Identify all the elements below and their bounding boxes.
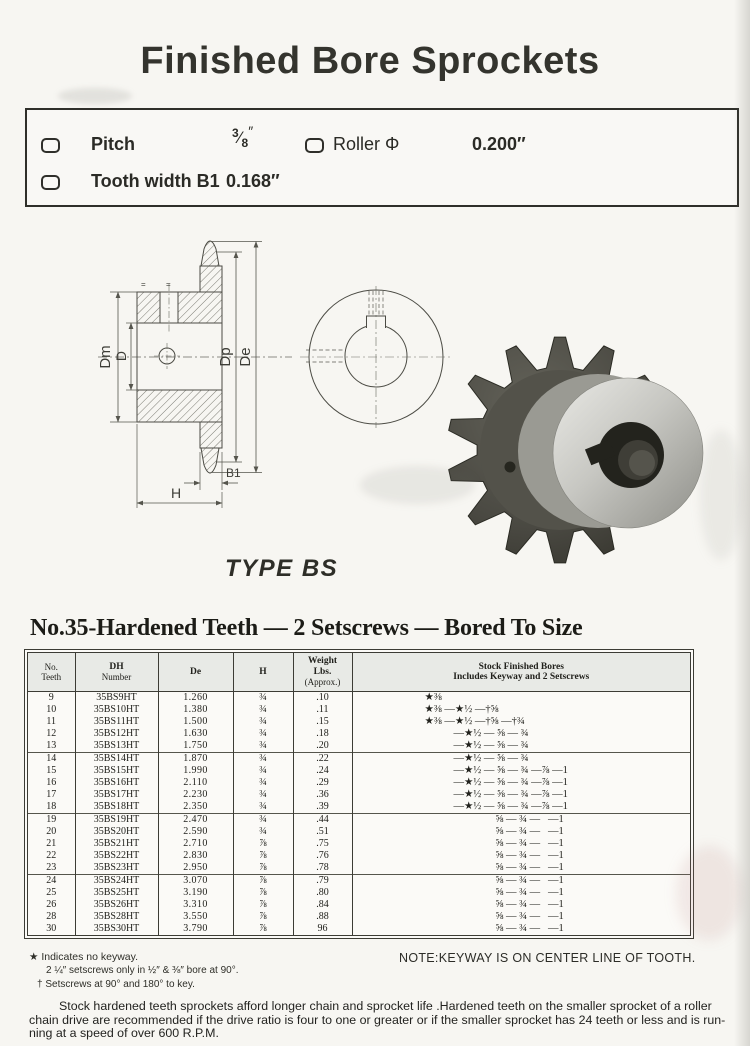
cell-h: ⅞ — [233, 887, 293, 899]
cell-teeth: 22 — [28, 850, 75, 862]
cell-stock-bores: ★⅜ —★½ —†⅝ —†¾ — [424, 716, 525, 727]
cross-section-diagram — [85, 228, 457, 590]
cell-h: ⅞ — [233, 899, 293, 911]
table-row — [28, 838, 690, 850]
cell-h: ⅞ — [233, 838, 293, 850]
cell-h: ¾ — [233, 740, 293, 753]
cell-dh-number: 35BS24HT — [75, 875, 158, 888]
cell-h: ¾ — [233, 801, 293, 814]
cell-de: 3.070 — [158, 875, 233, 888]
cell-de: 3.190 — [158, 887, 233, 899]
cell-dh-number: 35BS9HT — [75, 692, 158, 705]
cell-weight: .76 — [293, 850, 352, 862]
tooth-width-value: 0.168″ — [226, 171, 280, 191]
dim-label-h: H — [170, 485, 182, 501]
cell-weight: .18 — [293, 728, 352, 740]
cell-teeth: 10 — [28, 704, 75, 716]
cell-stock-bores: —★½ — ⅝ — ¾ — [453, 728, 529, 739]
cell-de: 1.630 — [158, 728, 233, 740]
cell-weight: .80 — [293, 887, 352, 899]
cell-de: 1.500 — [158, 716, 233, 728]
cell-dh-number: 35BS28HT — [75, 911, 158, 923]
spec-table-frame — [24, 649, 694, 939]
cell-dh-number: 35BS18HT — [75, 801, 158, 814]
cell-h: ¾ — [233, 777, 293, 789]
table-row — [28, 923, 690, 935]
cell-h: ⅞ — [233, 850, 293, 862]
cell-teeth: 26 — [28, 899, 75, 911]
cell-stock-bores: ★⅜ —★½ —†⅝ — [424, 704, 499, 715]
cell-teeth: 28 — [28, 911, 75, 923]
cell-weight: .75 — [293, 838, 352, 850]
cell-h: ¾ — [233, 789, 293, 801]
dim-label-de: De — [237, 347, 254, 367]
dim-label-dp: Dp — [217, 347, 234, 367]
cell-dh-number: 35BS10HT — [75, 704, 158, 716]
table-row — [28, 814, 690, 827]
cell-stock-bores: ⅝ — ¾ — —1 — [352, 814, 690, 827]
type-label: TYPE BS — [225, 555, 339, 582]
table-row — [28, 789, 690, 801]
cell-stock-bores: —★½ — ⅝ — ¾ —⅞ —1 — [453, 777, 568, 788]
cell-h: ¾ — [233, 826, 293, 838]
scan-smudge — [58, 88, 132, 104]
cell-weight: .11 — [293, 704, 352, 716]
cell-teeth: 16 — [28, 777, 75, 789]
cell-de: 1.750 — [158, 740, 233, 753]
table-row — [28, 850, 690, 862]
cell-stock-bores: ⅝ — ¾ — —1 — [495, 887, 564, 898]
cell-h: ⅞ — [233, 875, 293, 888]
dim-label-d: D — [113, 350, 129, 362]
scan-smudge — [360, 466, 475, 504]
cell-dh-number: 35BS17HT — [75, 789, 158, 801]
cell-teeth: 30 — [28, 923, 75, 935]
cell-teeth: 20 — [28, 826, 75, 838]
paragraph-line: ning at a speed of over 600 R.P.M. — [29, 1026, 219, 1041]
table-row — [28, 765, 690, 777]
cell-weight: .22 — [293, 753, 352, 766]
cell-h: ¾ — [233, 728, 293, 740]
spec-box — [25, 108, 739, 207]
cell-stock-bores: ⅝ — ¾ — —1 — [495, 850, 564, 861]
finish-mark: = — [166, 280, 171, 289]
cell-dh-number: 35BS23HT — [75, 862, 158, 875]
cell-weight: .51 — [293, 826, 352, 838]
cell-weight: .44 — [293, 814, 352, 827]
table-row — [28, 728, 690, 740]
pitch-label: Pitch — [91, 134, 136, 154]
table-row — [28, 740, 690, 753]
cell-dh-number: 35BS26HT — [75, 899, 158, 911]
cell-de: 3.550 — [158, 911, 233, 923]
page-edge-shadow — [734, 0, 750, 1046]
scan-smudge — [676, 846, 742, 940]
cell-teeth: 18 — [28, 801, 75, 814]
table-row — [28, 862, 690, 875]
page-title: Finished Bore Sprockets — [140, 40, 600, 82]
cell-h: ⅞ — [233, 911, 293, 923]
cell-h: ¾ — [233, 753, 293, 766]
cell-dh-number: 35BS15HT — [75, 765, 158, 777]
cell-de: 2.950 — [158, 862, 233, 875]
table-row — [28, 777, 690, 789]
cell-stock-bores: ⅝ — ¾ — —1 — [495, 923, 564, 934]
finish-mark: = — [141, 280, 146, 289]
cell-dh-number: 35BS20HT — [75, 826, 158, 838]
cell-weight: .10 — [293, 692, 352, 705]
keyway-note: NOTE:KEYWAY IS ON CENTER LINE OF TOOTH. — [399, 951, 696, 965]
pitch-fraction-denominator: 8 — [241, 136, 249, 150]
cell-de: 3.790 — [158, 923, 233, 935]
bullet-icon — [41, 175, 60, 190]
bullet-icon — [41, 138, 60, 153]
cell-teeth: 11 — [28, 716, 75, 728]
cell-dh-number: 35BS11HT — [75, 716, 158, 728]
cell-de: 1.870 — [158, 753, 233, 766]
bore-inner-light — [629, 450, 655, 476]
cell-stock-bores: —★½ — ⅝ — ¾ — [453, 740, 529, 751]
header-de: De — [158, 653, 233, 692]
front-view-diagram — [300, 286, 452, 428]
cell-h: ¾ — [233, 704, 293, 716]
table-body — [28, 692, 690, 936]
paragraph-line: chain drive are recommended if the drive ratio is four to one or greater or if the smaller sprocket has 24 teeth or less and is run- — [29, 1012, 726, 1027]
table-row — [28, 826, 690, 838]
footnote-dagger: † Setscrews at 90° and 180° to key. — [37, 979, 195, 990]
table-row — [28, 875, 690, 888]
cell-dh-number: 35BS21HT — [75, 838, 158, 850]
cell-teeth: 12 — [28, 728, 75, 740]
cell-stock-bores: ⅝ — ¾ — —1 — [495, 838, 564, 849]
cell-dh-number: 35BS25HT — [75, 887, 158, 899]
table-header-row — [28, 653, 690, 692]
cell-h: ⅞ — [233, 862, 293, 875]
pitch-value — [232, 123, 254, 150]
section-heading: No.35-Hardened Teeth — 2 Setscrews — Bored To Size — [30, 615, 583, 641]
cell-stock-bores: ⅝ — ¾ — —1 — [352, 875, 690, 888]
cell-de: 1.380 — [158, 704, 233, 716]
cell-stock-bores: ⅝ — ¾ — —1 — [495, 911, 564, 922]
cell-weight: .20 — [293, 740, 352, 753]
cell-dh-number: 35BS12HT — [75, 728, 158, 740]
cell-dh-number: 35BS16HT — [75, 777, 158, 789]
table-row — [28, 801, 690, 814]
cell-teeth: 17 — [28, 789, 75, 801]
cell-de: 2.350 — [158, 801, 233, 814]
table-row — [28, 911, 690, 923]
cell-weight: .88 — [293, 911, 352, 923]
tooth-width-label: Tooth width B1 — [91, 171, 220, 191]
bullet-icon — [305, 138, 324, 153]
cell-de: 1.990 — [158, 765, 233, 777]
cell-de: 2.230 — [158, 789, 233, 801]
cell-stock-bores: ★⅜ — [424, 692, 442, 703]
paragraph-line: Stock hardened teeth sprockets afford longer chain and sprocket life .Hardened teeth on the smaller sprocket of a roller — [59, 999, 712, 1013]
roller-label: Roller Φ — [333, 134, 400, 154]
cell-stock-bores: —★½ — ⅝ — ¾ —⅞ —1 — [453, 765, 568, 776]
fraction-slash: ⁄ — [238, 128, 242, 147]
cell-dh-number: 35BS22HT — [75, 850, 158, 862]
cell-de: 2.830 — [158, 850, 233, 862]
inch-mark: ″ — [248, 123, 254, 139]
cell-stock-bores: —★½ — ⅝ — ¾ —⅞ —1 — [453, 789, 568, 800]
table-row — [28, 753, 690, 766]
table-row — [28, 692, 690, 705]
roller-value: 0.200″ — [472, 134, 526, 154]
cell-weight: .36 — [293, 789, 352, 801]
cell-de: 2.110 — [158, 777, 233, 789]
header-no-teeth: No. Teeth — [28, 653, 75, 692]
cell-dh-number: 35BS14HT — [75, 753, 158, 766]
table-row — [28, 887, 690, 899]
cell-stock-bores: —★½ — ⅝ — ¾ —⅞ —1 — [453, 801, 568, 812]
cell-de: 3.310 — [158, 899, 233, 911]
cell-teeth: 19 — [28, 814, 75, 827]
description-paragraph — [29, 1000, 737, 1041]
table-row — [28, 899, 690, 911]
cell-de: 2.710 — [158, 838, 233, 850]
cell-weight: .39 — [293, 801, 352, 814]
cell-teeth: 25 — [28, 887, 75, 899]
header-stock-bores: Stock Finished Bores Includes Keyway and 2 Setscrews — [352, 653, 690, 692]
cell-teeth: 13 — [28, 740, 75, 753]
cell-weight: 96 — [293, 923, 352, 935]
cell-stock-bores: ⅝ — ¾ — —1 — [495, 862, 564, 873]
cell-dh-number: 35BS13HT — [75, 740, 158, 753]
cell-teeth: 9 — [28, 692, 75, 705]
cell-dh-number: 35BS19HT — [75, 814, 158, 827]
cell-weight: .84 — [293, 899, 352, 911]
pitch-fraction-numerator: 3 — [232, 126, 239, 140]
cell-stock-bores: ⅝ — ¾ — —1 — [495, 826, 564, 837]
cell-stock-bores: ⅝ — ¾ — —1 — [495, 899, 564, 910]
cell-teeth: 24 — [28, 875, 75, 888]
cell-h: ¾ — [233, 716, 293, 728]
sprocket-photo — [448, 295, 740, 595]
cell-weight: .24 — [293, 765, 352, 777]
cell-stock-bores: —★½ — ⅝ — ¾ — [352, 753, 690, 766]
header-weight: Weight Lbs. (Approx.) — [293, 653, 352, 692]
cell-teeth: 14 — [28, 753, 75, 766]
cell-dh-number: 35BS30HT — [75, 923, 158, 935]
table-row — [28, 704, 690, 716]
cell-h: ⅞ — [233, 923, 293, 935]
cell-de: 1.260 — [158, 692, 233, 705]
cell-de: 2.590 — [158, 826, 233, 838]
dim-label-b1: B1 — [226, 466, 241, 480]
cell-weight: .78 — [293, 862, 352, 875]
cell-weight: .15 — [293, 716, 352, 728]
setscrew-hole — [505, 462, 516, 473]
dim-label-dm: Dm — [97, 345, 114, 369]
cell-teeth: 23 — [28, 862, 75, 875]
cell-h: ¾ — [233, 765, 293, 777]
cell-h: ¾ — [233, 814, 293, 827]
footnote-setscrew: 2 ¼″ setscrews only in ½″ & ⅜″ bore at 90°. — [46, 965, 239, 976]
cell-weight: .79 — [293, 875, 352, 888]
footnote-star: ★ Indicates no keyway. — [29, 951, 139, 963]
cell-weight: .29 — [293, 777, 352, 789]
cell-de: 2.470 — [158, 814, 233, 827]
cell-h: ¾ — [233, 692, 293, 705]
header-dh-number: DH Number — [75, 653, 158, 692]
table-row — [28, 716, 690, 728]
header-h: H — [233, 653, 293, 692]
cell-teeth: 15 — [28, 765, 75, 777]
cell-teeth: 21 — [28, 838, 75, 850]
spec-table — [28, 653, 690, 935]
